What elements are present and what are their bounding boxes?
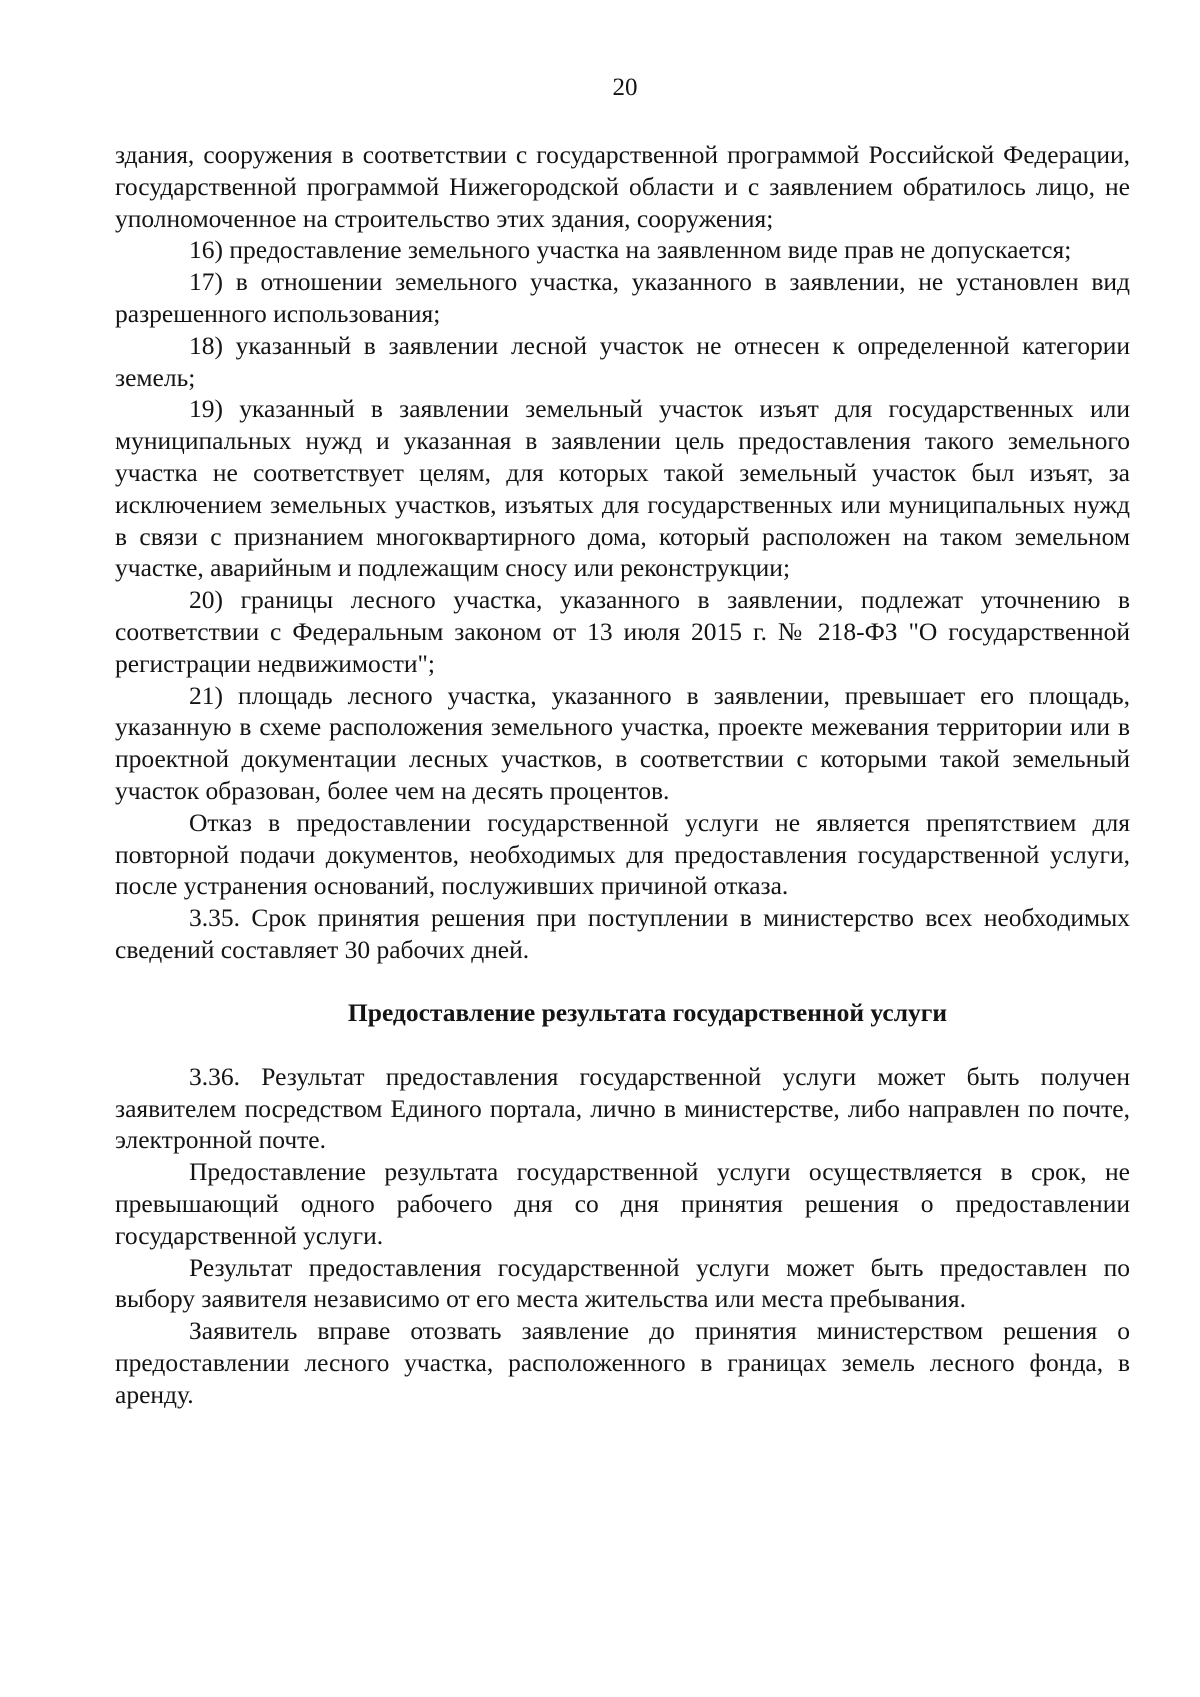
paragraph-refusal: Отказ в предоставлении государственной услуги не является препятствием для повторной подачи документов, необходимых для предоставления государственной услуги, после устранения оснований, послуживших причиной отказа.	[115, 807, 1130, 901]
page-number: 20	[612, 74, 638, 101]
list-item-18: 18) указанный в заявлении лесной участок не отнесен к определенной категории земель;	[115, 330, 1130, 392]
document-body	[115, 139, 1130, 1410]
paragraph-withdraw: Заявитель вправе отозвать заявление до принятия министерством решения о предоставлении лесного участка, расположенного в границах земель лесного фонда, в аренду.	[115, 1316, 1130, 1409]
list-item-20: 20) границы лесного участка, указанного в заявлении, подлежат уточнению в соответствии с Федеральным законом от 13 июля 2015 г. № 218-ФЗ "О государственной регистрации недвижимости";	[115, 585, 1130, 678]
paragraph-3-35: 3.35. Срок принятия решения при поступлении в министерство всех необходимых сведений составляет 30 рабочих дней.	[115, 903, 1130, 964]
list-item-16: 16) предоставление земельного участка на заявленном виде прав не допускается;	[189, 235, 1072, 265]
list-item-19: 19) указанный в заявлении земельный участок изъят для государственных или муниципальных нужд и указанная в заявлении цель предоставления такого земельного участка не соответствует целям, для которых такой земельный участок был изъят, за исключением земельных участков, изъятых для государственных или муниципальных нужд в связи с признанием многоквартирного дома, который расположен на таком земельном участке, аварийным и подлежащим сносу или реконструкции;	[115, 394, 1130, 583]
list-item-17: 17) в отношении земельного участка, указанного в заявлении, не установлен вид разрешенного использования;	[115, 267, 1130, 328]
paragraph-result-choice: Результат предоставления государственной услуги может быть предоставлен по выбору заявителя независимо от его места жительства или места пребывания.	[115, 1252, 1130, 1314]
paragraph-continuation: здания, сооружения в соответствии с государственной программой Российской Федерации, государственной программой Нижегородской области и с заявлением обратилось лицо, не уполномоченное на строительство этих здания, сооружения;	[115, 140, 1130, 233]
paragraph-result-term: Предоставление результата государственной услуги осуществляется в срок, не превышающий одного рабочего дня со дня принятия решения о предоставлении государственной услуги.	[115, 1157, 1130, 1250]
paragraph-3-36: 3.36. Результат предоставления государственной услуги может быть получен заявителем посредством Единого портала, лично в министерстве, либо направлен по почте, электронной почте.	[115, 1061, 1130, 1155]
section-heading: Предоставление результата государственной услуги	[347, 997, 948, 1027]
list-item-21: 21) площадь лесного участка, указанного в заявлении, превышает его площадь, указанную в схеме расположения земельного участка, проекте межевания территории или в проектной документации лесных участков, в соответствии с которыми такой земельный участок образован, более чем на десять процентов.	[115, 680, 1130, 805]
